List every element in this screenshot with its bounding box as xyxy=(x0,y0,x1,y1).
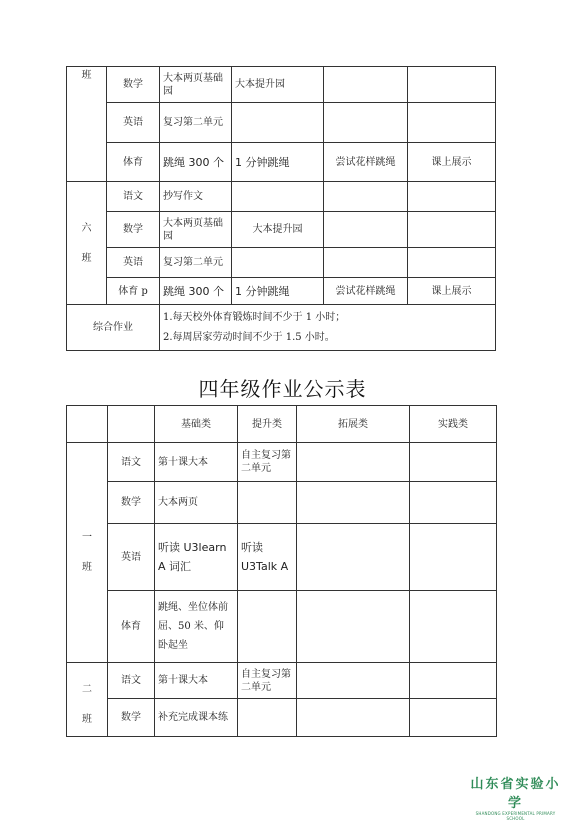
table-header-row xyxy=(67,406,497,443)
header-cell: 基础类 xyxy=(155,406,238,443)
practice-cell xyxy=(408,248,496,278)
comprehensive-line: 2.每周居家劳动时间不少于 1.5 小时。 xyxy=(163,331,335,343)
basic-cell: 复习第二单元 xyxy=(160,103,232,143)
subject-cell: 体育 p xyxy=(107,278,160,305)
table-row xyxy=(67,524,497,591)
class-label-char: 二 xyxy=(82,684,92,695)
practice-cell xyxy=(410,482,497,524)
basic-cell: 大本两页基础园 xyxy=(160,212,232,248)
homework-table-previous xyxy=(66,66,496,351)
improve-cell xyxy=(238,591,297,663)
extend-cell xyxy=(324,212,408,248)
practice-cell xyxy=(410,663,497,699)
subject-cell: 数学 xyxy=(107,67,160,103)
school-logo xyxy=(468,773,563,821)
improve-cell xyxy=(238,524,297,591)
basic-cell: 第十课大本 xyxy=(155,663,238,699)
subject-cell: 英语 xyxy=(108,524,155,591)
extend-cell xyxy=(297,443,410,482)
improve-cell: 自主复习第二单元 xyxy=(238,443,297,482)
extend-cell xyxy=(324,248,408,278)
cell-line: 卧起坐 xyxy=(158,640,188,651)
class-label xyxy=(67,663,108,737)
table-row xyxy=(67,443,497,482)
basic-cell: 补充完成课本练 xyxy=(155,699,238,737)
basic-cell xyxy=(155,591,238,663)
improve-cell: 自主复习第二单元 xyxy=(238,663,297,699)
practice-cell xyxy=(410,699,497,737)
comprehensive-line: 1.每天校外体育锻炼时间不少于 1 小时； xyxy=(163,311,346,323)
improve-cell: 大本提升园 xyxy=(232,212,324,248)
cell-line: 屈、50 米、仰 xyxy=(158,621,224,632)
subject-cell: 英语 xyxy=(107,248,160,278)
practice-cell xyxy=(410,443,497,482)
extend-cell xyxy=(297,699,410,737)
practice-cell: 课上展示 xyxy=(408,143,496,182)
class-label-char: 班 xyxy=(82,714,92,725)
header-cell xyxy=(67,406,108,443)
subject-cell: 英语 xyxy=(107,103,160,143)
class-label-char: 班 xyxy=(82,562,92,573)
improve-cell xyxy=(232,248,324,278)
practice-cell xyxy=(408,182,496,212)
subject-cell: 数学 xyxy=(107,212,160,248)
subject-cell: 体育 xyxy=(108,591,155,663)
subject-cell: 数学 xyxy=(108,482,155,524)
extend-cell xyxy=(324,67,408,103)
cell-line: U3Talk A xyxy=(241,560,289,573)
practice-cell xyxy=(408,103,496,143)
practice-cell xyxy=(408,67,496,103)
class-label-char: 六 xyxy=(81,222,92,234)
basic-cell: 大本两页 xyxy=(155,482,238,524)
homework-table-grade-4 xyxy=(66,405,497,737)
extend-cell xyxy=(297,482,410,524)
subject-cell: 体育 xyxy=(107,143,160,182)
improve-cell: 1 分钟跳绳 xyxy=(232,278,324,305)
subject-cell: 语文 xyxy=(108,443,155,482)
class-label: 班 xyxy=(67,67,107,182)
improve-cell: 大本提升园 xyxy=(232,67,324,103)
table-row xyxy=(67,278,496,305)
cell-line: 听读 xyxy=(241,541,263,554)
extend-cell: 尝试花样跳绳 xyxy=(324,278,408,305)
extend-cell xyxy=(297,524,410,591)
table-row xyxy=(67,143,496,182)
subject-cell: 数学 xyxy=(108,699,155,737)
class-label xyxy=(67,182,107,305)
table-row xyxy=(67,248,496,278)
basic-cell: 抄写作文 xyxy=(160,182,232,212)
header-cell xyxy=(108,406,155,443)
practice-cell: 课上展示 xyxy=(408,278,496,305)
page-title: 四年级作业公示表 xyxy=(198,377,367,401)
extend-cell xyxy=(297,663,410,699)
subject-cell: 语文 xyxy=(107,182,160,212)
cell-line: 听读 U3learn xyxy=(158,541,227,554)
basic-cell: 大本两页基础园 xyxy=(160,67,232,103)
header-cell: 提升类 xyxy=(238,406,297,443)
header-cell: 拓展类 xyxy=(297,406,410,443)
improve-cell xyxy=(238,482,297,524)
cell-line: A 词汇 xyxy=(158,560,192,573)
table-row xyxy=(67,663,497,699)
comprehensive-cell xyxy=(160,305,496,351)
extend-cell xyxy=(324,103,408,143)
practice-cell xyxy=(410,524,497,591)
basic-cell: 复习第二单元 xyxy=(160,248,232,278)
extend-cell xyxy=(297,591,410,663)
school-logo-english: SHANDONG EXPERIMENTAL PRIMARY SCHOOL xyxy=(475,811,556,821)
improve-cell: 1 分钟跳绳 xyxy=(232,143,324,182)
class-label-char: 班 xyxy=(81,252,92,264)
basic-cell: 跳绳 300 个 xyxy=(160,143,232,182)
table-row xyxy=(67,699,497,737)
cell-line: 跳绳、坐位体前 xyxy=(158,602,228,613)
table-row xyxy=(67,182,496,212)
extend-cell xyxy=(324,182,408,212)
header-cell: 实践类 xyxy=(410,406,497,443)
table-row xyxy=(67,305,496,351)
improve-cell xyxy=(232,103,324,143)
class-label-char: 一 xyxy=(82,532,92,543)
improve-cell xyxy=(232,182,324,212)
basic-cell: 第十课大本 xyxy=(155,443,238,482)
practice-cell xyxy=(408,212,496,248)
table-row xyxy=(67,591,497,663)
class-label xyxy=(67,443,108,663)
basic-cell: 跳绳 300 个 xyxy=(160,278,232,305)
school-logo-name: 山东省实验小学 xyxy=(470,777,561,811)
improve-cell xyxy=(238,699,297,737)
table-row xyxy=(67,482,497,524)
table-row xyxy=(67,103,496,143)
practice-cell xyxy=(410,591,497,663)
comprehensive-label: 综合作业 xyxy=(67,305,160,351)
subject-cell: 语文 xyxy=(108,663,155,699)
basic-cell xyxy=(155,524,238,591)
extend-cell: 尝试花样跳绳 xyxy=(324,143,408,182)
table-row xyxy=(67,67,496,103)
table-row xyxy=(67,212,496,248)
